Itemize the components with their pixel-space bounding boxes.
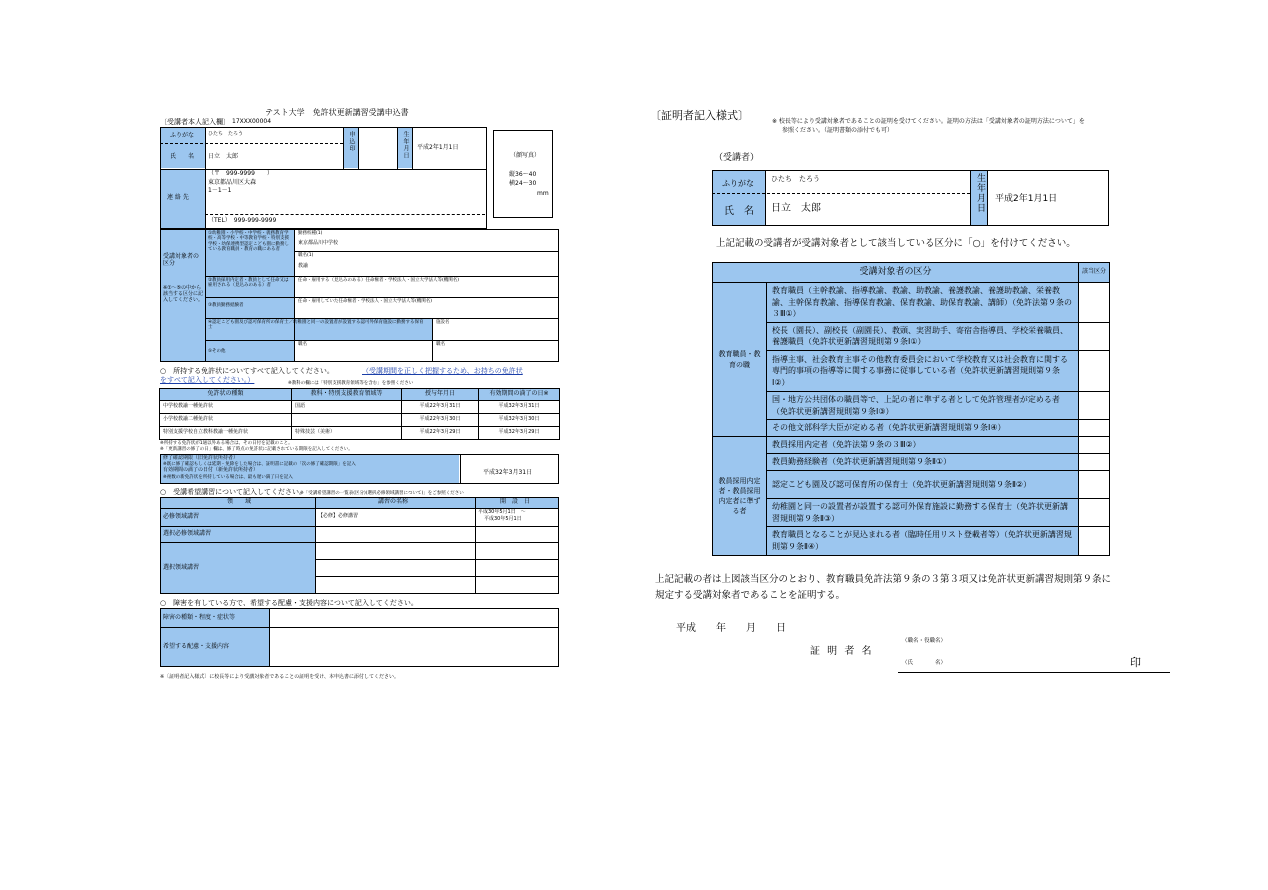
check-cell[interactable]: [1079, 420, 1110, 437]
eligibility-row: 認定こども園及び認可保育所の保育士（免許状更新講習規則第９条Ⅱ②）: [767, 471, 1079, 499]
check-cell[interactable]: [1079, 322, 1110, 350]
name-value: 日立 太郎: [208, 153, 239, 160]
check-cell[interactable]: [1079, 391, 1110, 419]
category-1-school: 東京都品川中学校: [298, 240, 339, 246]
category-2-field-label: 任命・雇用する（見込みのある）任命権者・学校法人・国立大学法人等(機関名): [298, 278, 460, 283]
examinee-furigana-value: ひたち たろう: [771, 175, 820, 183]
certifier-name-label: 証 明 者 名: [810, 646, 874, 657]
check-cell[interactable]: [1079, 499, 1110, 527]
check-cell[interactable]: [1079, 437, 1110, 454]
name-label: 氏 名: [170, 153, 195, 160]
category-1-school-label: 勤務校種(1): [298, 231, 323, 236]
signature-line: [898, 672, 1170, 673]
certification-text-2: 規定する受講対象者であることを証明する。: [655, 590, 846, 601]
seal-label: 申込印: [348, 131, 355, 152]
course-col-date: 開 設 日: [500, 498, 531, 505]
category-5-field-label: 職名: [298, 342, 307, 347]
course-selective-required-label: 選択必修領域講習: [163, 530, 212, 537]
category-1-job: 教諭: [298, 263, 309, 269]
check-cell[interactable]: [1079, 527, 1110, 555]
telephone: （TEL） 999-999-9999: [208, 217, 277, 224]
disability-support-label: 希望する配慮・支援内容: [163, 643, 230, 650]
examinee-label: （受講者）: [714, 153, 760, 163]
category-5-text: ⑤その他: [208, 349, 226, 354]
license-table: [159, 388, 560, 440]
birth-label: 生年月日: [402, 131, 409, 159]
category-3-field-label: 任命・雇用していた任命権者・学校法人・国立大学法人等(機関名): [298, 299, 433, 304]
deadline-label-1: 修了確認期限（旧免許状所持者）: [163, 455, 239, 461]
course-col-area: 領 域: [227, 498, 252, 505]
deadline-label-3: 有効期間の満了の日付（新免許状所持者）: [163, 467, 259, 473]
deadline-label-4: ※複数の新免許状を所持している場合は、最も遅い満了日を記入: [163, 475, 293, 480]
deadline-label-2: ※既に修了確認もしくは延期・免除をした場合は、証明書に記載の「次の修了確認期限」を記入: [163, 462, 356, 467]
check-cell[interactable]: [1079, 454, 1110, 471]
eligibility-row: 教員勤務経験者（免許状更新講習規則第９条Ⅱ①）: [767, 454, 1079, 471]
license-footnote-1: ※所持する免許状が1通以外ある場合は、その日付を記載のこと。: [160, 441, 293, 446]
certification-text-1: 上記記載の者は上図該当区分のとおり、教育職員免許法第９条の３第３項又は免許状更新講習規則第９条に: [655, 574, 1112, 585]
eligibility-row: 教員採用内定者（免許法第９条の３Ⅲ②）: [767, 437, 1079, 454]
examinee-name-value: 日立 太郎: [771, 203, 821, 214]
category-4-text: ④認定こども園及び認可保育所の保育士／幼稚園と同一の設置者が設置する認可外保育施設に勤務する保育士: [208, 320, 424, 331]
form-title: テスト大学 免許状更新講習受講申込書: [265, 108, 409, 117]
birth-value: 平成2年1月1日: [417, 144, 459, 151]
license-row: 小学校教諭二種免許状 平成22年3月30日 平成32年3月30日: [160, 414, 560, 427]
license-footnote-2: ※「更新講習の修了の日」欄は、修了時点の免許状に記載されている期限を記入してください。: [160, 447, 353, 452]
footer-note: ※〔証明者記入様式〕に校長等により受講対象者であることの証明を受け、本申込書に添付してください。: [160, 674, 399, 680]
eligibility-label: 受講対象者の区分: [163, 253, 200, 268]
certification-date: 平成 年 月 日: [676, 623, 786, 634]
certifier-note-1: ※ 校長等により受講対象者であることの証明を受けてください。証明の方法は「受講対象者の証明方法について」を: [772, 118, 1085, 125]
certifier-form-title: 〔証明者記入様式〕: [650, 109, 749, 122]
course-heading: ○ 受講希望講習について記入してください。: [160, 488, 306, 496]
seal-mark: 印: [1130, 656, 1141, 669]
photo-size-height: 縦36～40: [509, 171, 537, 178]
photo-size-width: 横24～30: [509, 180, 537, 187]
license-col-expire: 有効期間の満了の日※: [479, 389, 560, 401]
course-required-date-start: 平成30年5月1日 ～: [478, 509, 526, 515]
address-line2: 1－1－1: [208, 187, 232, 194]
deadline-value: 平成32年3月31日: [483, 469, 533, 476]
eligibility-table-head: 受講対象者の区分: [713, 263, 1079, 283]
address-line1: 東京都品川区大森: [208, 179, 257, 186]
eligibility-table-head-check: 該当区分: [1079, 263, 1110, 283]
instruction-text: 上記記載の受講者が受講対象者として該当している区分に「○」を付けてください。: [716, 238, 1076, 249]
certifier-note-2: 参照ください。（証明書類の添付でも可）: [782, 127, 894, 134]
course-required-name: 【必修】必修講習: [318, 513, 359, 519]
group-candidates: 教員採用内定者・教員採用内定者に準ずる者: [713, 437, 767, 555]
license-heading-emphasis-2: をすべて記入してください。）: [160, 376, 255, 384]
eligibility-row: 指導主事、社会教育主事その他教育委員会において学校教育又は社会教育に関する専門的事項の指導等に関する事務に従事している者（免許状更新講習規則第９条Ⅰ②）: [767, 350, 1079, 391]
disability-type-label: 障害の種類・程度・症状等: [163, 614, 236, 621]
license-row: 特別支援学校自立教科教諭一種免許状 特殊技芸（美術） 平成22年3月29日 平成32年3月29日: [160, 427, 560, 440]
category-5-job-label: 職名: [436, 342, 445, 347]
course-selective-label: 選択領域講習: [163, 564, 200, 571]
eligibility-row: 教育職員となることが見込まれる者（臨時任用リスト登載者等）（免許状更新講習規則第９条Ⅱ④）: [767, 527, 1079, 555]
course-required-label: 必修領域講習: [163, 513, 200, 520]
examinee-furigana-label: ふりがな: [722, 179, 754, 188]
category-1-job-label: 職名(1): [298, 253, 314, 258]
category-3-text: ③教員勤務経験者: [208, 303, 244, 308]
course-note: ※「受講希望講習の一覧表(区分)(選択必修領域講習について)」をご参照ください: [300, 491, 464, 496]
check-cell[interactable]: [1079, 350, 1110, 391]
photo-unit: mm: [537, 190, 549, 197]
photo-title: （顔写真）: [510, 152, 541, 159]
certifier-name-small: （氏 名）: [902, 660, 947, 666]
eligibility-note: ※①～⑤の中から該当する区分に記入してください。: [163, 285, 204, 303]
license-col-subject: 教科・特別支援教育領域等: [292, 389, 402, 401]
eligibility-row: 幼稚園と同一の設置者が設置する認可外保育施設に勤務する保育士（免許状更新講習規則第９条Ⅱ③）: [767, 499, 1079, 527]
eligibility-row: 教育職員（主幹教諭、指導教諭、教諭、助教諭、養護教諭、養護助教諭、栄養教諭、主幹保育教諭、指導保育教諭、保育教諭、助保育教諭、講師）（免許法第９条の３Ⅲ①）: [767, 283, 1079, 323]
license-heading-emphasis: （受講期間を正しく把握するため、お持ちの免許状: [362, 367, 523, 375]
category-4-field-label: 施設名: [436, 320, 450, 325]
postal-code: （〒 999-9999 ）: [208, 170, 273, 177]
eligibility-table: [712, 262, 1110, 556]
course-col-name: 講習の名称: [378, 498, 409, 505]
license-col-kind: 免許状の種類: [160, 389, 292, 401]
certifier-job-label: （職名・役職名）: [902, 638, 947, 644]
course-required-date-end: 平成30年5月1日: [484, 516, 522, 522]
disability-heading: ○ 障害を有している方で、希望する配慮・支援内容について記入してください。: [160, 599, 418, 607]
group-education-staff: 教育職員・教育の職: [713, 283, 767, 437]
examinee-birth-label: 生年月日: [975, 173, 985, 213]
application-number: 17XXX00004: [232, 118, 272, 125]
license-heading: ○ 所持する免許状についてすべて記入してください。: [160, 367, 334, 375]
license-note: ※教科の欄には「特別支援教育領域等を含む」を参照ください: [288, 381, 414, 386]
furigana-value: ひたち たろう: [208, 131, 244, 137]
examinee-birth-value: 平成2年1月1日: [995, 194, 1058, 204]
eligibility-row: その他文部科学大臣が定める者（免許状更新講習規則第９条Ⅰ④）: [767, 420, 1079, 437]
examinee-name-label: 氏 名: [724, 206, 754, 217]
check-cell[interactable]: [1079, 283, 1110, 323]
license-row: 中学校教諭一種免許状 国語 平成22年3月31日 平成32年3月31日: [160, 401, 560, 414]
furigana-label: ふりがな: [170, 132, 195, 139]
check-cell[interactable]: [1079, 471, 1110, 499]
eligibility-row: 国・地方公共団体の職員等で、上記の者に準ずる者として免許管理者が定める者（免許状更新講習規則第９条Ⅰ③）: [767, 391, 1079, 419]
address-label: 連 絡 先: [167, 194, 189, 201]
category-2-text: ②教員採用内定者・教員として任命又は雇用される（見込みのある）者: [208, 278, 289, 289]
license-col-date: 授与年月日: [402, 389, 479, 401]
eligibility-row: 校長（園長）、副校長（副園長）、教頭、実習助手、寄宿舎指導員、学校栄養職員、養護職員（免許状更新講習規則第９条Ⅰ①）: [767, 322, 1079, 350]
section-label: 〔受講者本人記入欄〕: [160, 118, 230, 126]
category-1-text: ①幼稚園・小学校・中学校・義務教育学校・高等学校・中等教育学校・特別支援学校・幼保連携型認定こども園に勤務している教育職員・教育の職にある者: [208, 231, 289, 253]
